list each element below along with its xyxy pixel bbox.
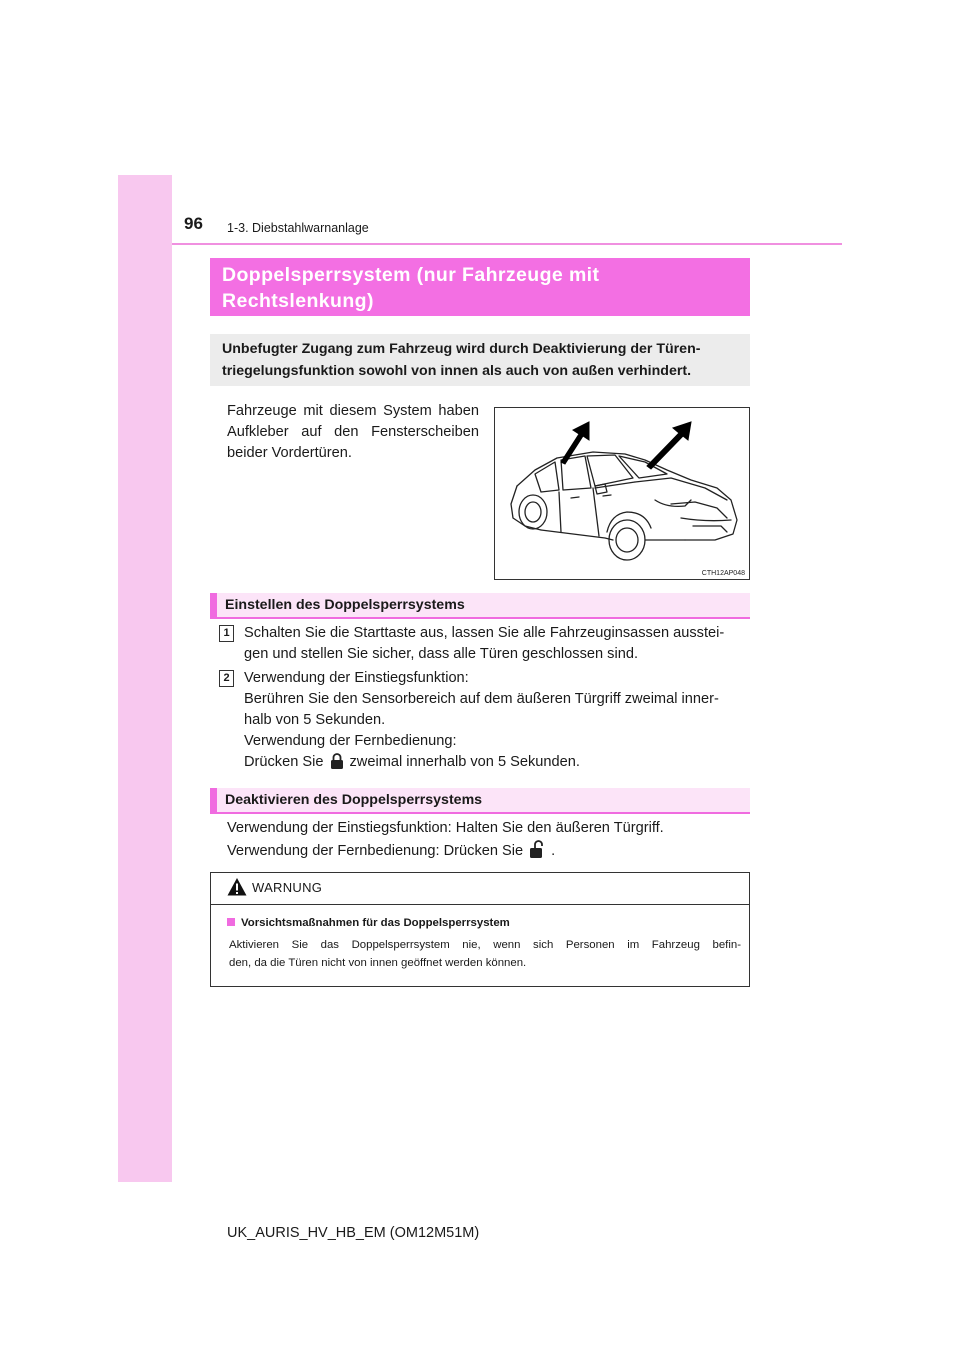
- step-line: Schalten Sie die Starttaste aus, lassen Sie alle Fahrzeuginsassen ausstei-: [244, 625, 725, 641]
- description-line: Aufkleber auf den Fensterscheiben: [227, 424, 479, 440]
- lock-icon: [330, 752, 344, 777]
- deactivate-line: Verwendung der Einstiegsfunktion: Halten Sie den äußeren Türgriff.: [227, 820, 664, 836]
- unlock-icon: [529, 839, 545, 866]
- intro-line: triegelungsfunktion sowohl von innen als auch von außen verhindert.: [222, 363, 692, 379]
- page-number: 96: [184, 214, 203, 233]
- warning-header: [211, 873, 749, 905]
- header-rule: [172, 243, 842, 245]
- deactivate-line-pre: Verwendung der Fernbedienung: Drücken Sie: [227, 843, 524, 859]
- warning-body: [229, 936, 741, 972]
- warning-triangle-icon: [227, 877, 247, 897]
- car-figure: [494, 407, 750, 580]
- warning-line: Aktivieren Sie das Doppelsperrsystem nie, wenn sich Personen im Fahrzeug befin-: [229, 939, 741, 951]
- step-line: gen und stellen Sie sicher, dass alle Türen geschlossen sind.: [244, 646, 639, 662]
- step-line-pre: Drücken Sie: [244, 754, 324, 770]
- section-title: [210, 258, 750, 316]
- step-line-post: zweimal innerhalb von 5 Sekunden.: [349, 754, 580, 770]
- figure-code: CTH12AP048: [701, 570, 745, 577]
- setting-heading: Einstellen des Doppelsperrsystems: [210, 593, 750, 619]
- step-line: halb von 5 Sekunden.: [244, 712, 386, 728]
- step-line: [244, 752, 754, 777]
- step-2-text: [244, 668, 754, 777]
- step-1-text: [244, 623, 754, 665]
- step-number: 1: [219, 625, 234, 642]
- intro-summary: [210, 334, 750, 386]
- deactivate-line: [227, 839, 757, 866]
- warning-title: [227, 917, 510, 929]
- section-title-line: Doppelsperrsystem (nur Fahrzeuge mit: [222, 264, 600, 286]
- warning-line: den, da die Türen nicht von innen geöffnet werden können.: [229, 957, 527, 969]
- footer-code: UK_AURIS_HV_HB_EM (OM12M51M): [227, 1225, 480, 1241]
- warning-label: WARNUNG: [252, 880, 323, 895]
- description-line: beider Vordertüren.: [227, 445, 352, 461]
- car-illustration: [495, 408, 749, 579]
- deactivate-text: [227, 818, 757, 866]
- step-line: Berühren Sie den Sensorbereich auf dem äußeren Türgriff zweimal inner-: [244, 691, 719, 707]
- intro-line: Unbefugter Zugang zum Fahrzeug wird durch Deaktivierung der Türen-: [222, 341, 701, 357]
- step-line: Verwendung der Fernbedienung:: [244, 733, 457, 749]
- step-line: Verwendung der Einstiegsfunktion:: [244, 670, 469, 686]
- chapter-title: 1-3. Diebstahlwarnanlage: [227, 221, 369, 235]
- side-thumb-band: [118, 175, 172, 1182]
- deactivate-line-post: .: [551, 843, 556, 859]
- section-title-line: Rechtslenkung): [222, 290, 374, 312]
- step-number: 2: [219, 670, 234, 687]
- warning-box: [210, 872, 750, 987]
- description-line: Fahrzeuge mit diesem System haben: [227, 403, 479, 419]
- deactivate-heading: Deaktivieren des Doppelsperrsystems: [210, 788, 750, 814]
- warning-title-text: Vorsichtsmaßnahmen für das Doppelsperrsystem: [241, 917, 510, 929]
- description-text: [227, 401, 479, 464]
- bullet-square-icon: [227, 918, 235, 926]
